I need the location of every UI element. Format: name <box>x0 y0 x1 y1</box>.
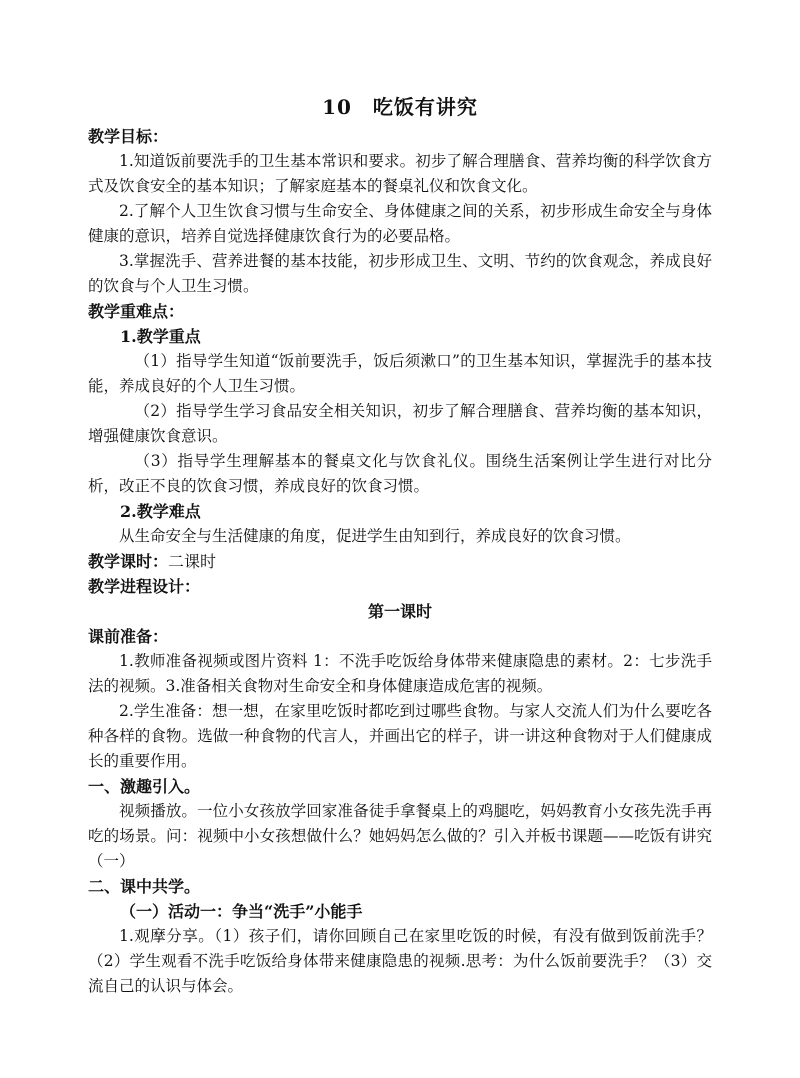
intro-heading: 一、激趣引入。 <box>88 777 201 796</box>
intro-text: 视频播放。一位小女孩放学回家准备徒手拿餐桌上的鸡腿吃，妈妈教育小女孩先洗手再吃的场景。问：视频中小女孩想做什么？她妈妈怎么做的？引入并板书课题——吃饭有讲究（一） <box>88 802 712 870</box>
activity-heading: （一）活动一：争当“洗手”小能手 <box>120 902 363 921</box>
lesson-heading: 第一课时 <box>367 602 432 621</box>
goal-item-3: 3.掌握洗手、营养进餐的基本技能，初步形成卫生、文明、节约的饮食观念，养成良好的饮食与个人卫生习惯。 <box>88 252 712 295</box>
prep-item-1: 1.教师准备视频或图片资料 1：不洗手吃饭给身体带来健康隐患的素材。2：七步洗手法的视频。3.准备相关食物对生命安全和身体健康造成危害的视频。 <box>88 652 712 695</box>
hours-value: 二课时 <box>168 552 217 571</box>
goal-item-2: 2.了解个人卫生饮食习惯与生命安全、身体健康之间的关系，初步形成生命安全与身体健康的意识，培养自觉选择健康饮食行为的必要品格。 <box>88 202 712 245</box>
focus-item-3: （3）指导学生理解基本的餐桌文化与饮食礼仪。围绕生活案例让学生进行对比分析，改正不良的饮食习惯，养成良好的饮食习惯。 <box>88 452 712 495</box>
document-title: 10 吃饭有讲究 <box>322 95 478 119</box>
prep-heading: 课前准备： <box>88 627 169 646</box>
focus-item-2: （2）指导学生学习食品安全相关知识，初步了解合理膳食、营养均衡的基本知识，增强健康饮食意识。 <box>88 402 712 445</box>
focus-heading: 1.教学重点 <box>120 327 201 346</box>
goal-item-1: 1.知道饭前要洗手的卫生基本常识和要求。初步了解合理膳食、营养均衡的科学饮食方式及饮食安全的基本知识；了解家庭基本的餐桌礼仪和饮食文化。 <box>88 152 712 195</box>
hours-label: 教学课时： <box>88 552 169 571</box>
difficulty-heading: 2.教学难点 <box>120 502 201 521</box>
difficulty-text: 从生命安全与生活健康的角度，促进学生由知到行，养成良好的饮食习惯。 <box>119 527 631 545</box>
goals-heading: 教学目标： <box>88 127 169 146</box>
focus-item-1: （1）指导学生知道“饭前要洗手，饭后须漱口”的卫生基本知识，掌握洗手的基本技能，养成良好的个人卫生习惯。 <box>88 352 712 395</box>
key-points-heading: 教学重难点： <box>88 302 185 321</box>
share-heading: 二、课中共学。 <box>88 877 201 896</box>
hours-line <box>88 549 712 574</box>
activity-text: 1.观摩分享。（1）孩子们，请你回顾自己在家里吃饭的时候，有没有做到饭前洗手？（2）学生观看不洗手吃饭给身体带来健康隐患的视频.思考：为什么饭前要洗手？（3）交流自己的认识与体会。 <box>88 927 712 995</box>
process-heading: 教学进程设计： <box>88 577 201 596</box>
prep-item-2: 2.学生准备：想一想，在家里吃饭时都吃到过哪些食物。与家人交流人们为什么要吃各种各样的食物。选做一种食物的代言人，并画出它的样子，讲一讲这种食物对于人们健康成长的重要作用。 <box>88 702 712 770</box>
